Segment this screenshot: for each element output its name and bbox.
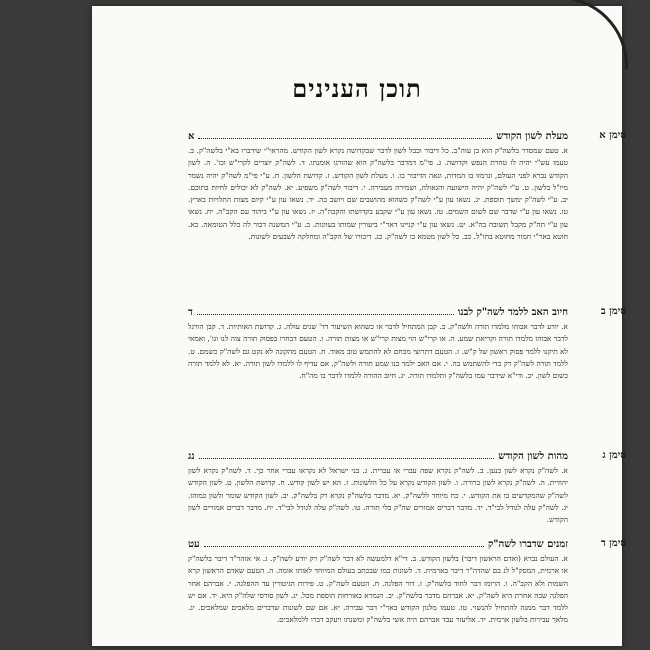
leader-dots (198, 130, 492, 139)
section-body: א. טעם שמסדר בלשה"ק הוא בן עוה"ב. כל דיבור וכבל לשון לדבר שבקדושה נקרא לשון הקודש. מהראי"י שידברו בא"י בלשה"ק. ב. טעמו עש"י יהיה לו טהרת הנפש וקדושה. ג. פי"מ דמדבר בלשה"ק הוא שהורגו אומנתו. ד. לשה"ק יוצרים לקרי"ש וכו'. ה. לשון הקודש נברא לפני העולם, ונרמזו בו המדות, ונאה הדיבור בו. ו. מעלת לשון הקודש. ז. קדושת הלשון. ח. ע"י פי"מ לשה"ק יהיה נשמר מיו"ל בלשון. ט. ע"י לשה"ק יהיה הישועה והגאולה, ושמירה מעבירה. י. דיבור לשה"ק משפיע. יא. לשה"ק לא יכולים לחיות בתוכם. יב. ע"י לשה"ק ימשך תוספת. יג. נשאו עון ע"י לשה"ק כשהוא מהושבים שם ויושב בה. יד. נשאו עון ע"י קיום מצות התלויות בארץ. טו. נשאו עון ע"י שדבר שם לשום השמים. טז. נשאו עון ע"י שקבע בקדושתו והקבה"ה. יז. נשאו עון ע"י ביהוד עם הקב"ה. יח. נשאו עון ע"י תה"ק מקבל תשובה בה"א. יט. נשאו עון ע"י קניינו דאר"י ביעורין שמותו בעוונות. כ. ע"י המשנה דבור לה כלל הטומאה. כא. חוטא באר"י חמור מחוטא בחו"ל. כב. כל לשון מטמא בו לשה"ק. כג. דיבורו של הקב"ה ומחלקה לשבעים לשונות. (188, 146, 568, 242)
page-number: א (188, 131, 195, 142)
section-heading: מעלת לשון הקודש (496, 131, 568, 142)
section-4 (188, 538, 626, 649)
section-body: א. העולם נברא (ואדם הראשון דיבר) בלשון הקודש. ב. די"א דלמעשה לא דבר לשה"ק רק יודע לשה"ק. ג. אי אזהר"ד דיבר בלשה"ק או ארמית, המסק"ל לנ בם שהדה"ר דיבר בארמית. ד. לשונות כמו שבכתב בעולם המיוחד לאותו אומה. ה. הטעם שאדם הראשון קרא השמות ולא הקב"ה. ו. הרומז דבר לחוד בלשה"ק. ז. דור הפלגה. ח. הטעם לשה"ק. ט. פירות הגיטורין עד ההפלגה. י. אברהם אחר הפלגה שבה אחרת היא לשה"ק. יא. אברהם מדבר בלשה"ק. יב. הגמרא באורחות הוספת מכל. יג. לשון סורסי שלה"ק היא. יד. אם יש ללמד דבר ממנה להתחיל להנשוי. טו. טעמו מלנון הקודש באר"י דבר עבירה. יא. אם שם לשונות שדברים מלאכים שמלאכים. יג. מלאך עבירות בלשון ארמית. יד. אליעזר עבד אברהם היה אשי בלשה"ק ומשנתו ויעקב דברו ללמלאכים. (188, 554, 568, 625)
page-number: נג (188, 451, 195, 462)
section-1 (188, 130, 626, 303)
page-number: עט (188, 539, 200, 550)
leader-dots (199, 450, 495, 459)
section-heading: חיוב האב ללמד לשה"ק לבנו (457, 307, 568, 318)
section-2 (188, 306, 626, 449)
section-heading-row (188, 130, 568, 142)
section-heading-row (188, 538, 568, 550)
section-label: סימן ג (602, 450, 626, 461)
section-heading-row (188, 306, 568, 318)
section-heading: זמנים שדברו לשה"ק (487, 539, 568, 550)
section-label: סימן ב (600, 306, 626, 317)
section-heading-row (188, 450, 568, 462)
section-label: סימן א (599, 130, 626, 141)
leader-dots (197, 306, 454, 315)
leader-dots (204, 538, 484, 547)
section-label: סימן ד (600, 538, 626, 549)
book-page (92, 6, 626, 646)
page-number: ד (188, 307, 193, 318)
section-heading: מהות לשון הקודש (498, 451, 568, 462)
page-title: תוכן הענינים (292, 74, 422, 103)
page-curl (545, 0, 628, 69)
section-body: א. לשה"ק נקרא לשון כנען. ב. לשה"ק נקרא שפה עברי או עברית. ג. בני ישראל לא נקראו עברי אחר כך. ד. לשה"ק נקרא לשון יהודית. ה. לשה"ק נקרא לשון ברורה. ו. לשון הקודש נקרא על כל הלשונות. ז. הא יש לשון קודש. ח. קדושת הלשון. ט. לשון הקודש לשה"ק שהמקדשים בו את הקודש. י. כח מיוחד ללשה"ק. יא. מדבר בלשה"ק נקרא רק בלשה"ק. יב. לשון הקודש שומר ולשון כמוהו. יג. לשה"ק עלה לגודל לבי"ד. יד. מדבר דברים אמורים שה"ק בלי תורה. טו. לשה"ק עלה לגודל לבי"ד. יח. מדבר דברים אמורים לשון הקודש. (188, 466, 568, 525)
section-body: א. יודע לדבר אבוהו מלמדו תורה ולשה"ק. ב. קבן המתחיל לדבר או כשהוא השיעור דד' שנים עולה. ג. קדושת האותיות. ד. קבן הורגל לדבר אבוהו מלמדו תורה וקריאת שמע. ה. או קרי"ש הוי מצות קרי"ש או מצות תורה. ו. הטעם דבחרו בפסוק תורה צוה לנו וגו', ואמאי לא תיקנו ללמד פסוק ראשון של ק"ש. ז. הטעם דתרוצי מכחם לא להתמש טוב מאוד. ח. הטעם מהקונה לא נקט גם לשה"ק כשמם. ט. ללמד תורה לשה"ק רק כדי להשתמש בה. י. אם האב ילמד בנו שמע תורה ולשה"ק, אם עדיף לו ללמדו לשון תורה. יא. לא ללמד תורה כשום לשון. יב. ודי"א שידבר עמו בלשה"ק ותלמדו תורה. יג. חיוב ההורה ללמדו לדבר בו מה"ח. (188, 322, 568, 381)
